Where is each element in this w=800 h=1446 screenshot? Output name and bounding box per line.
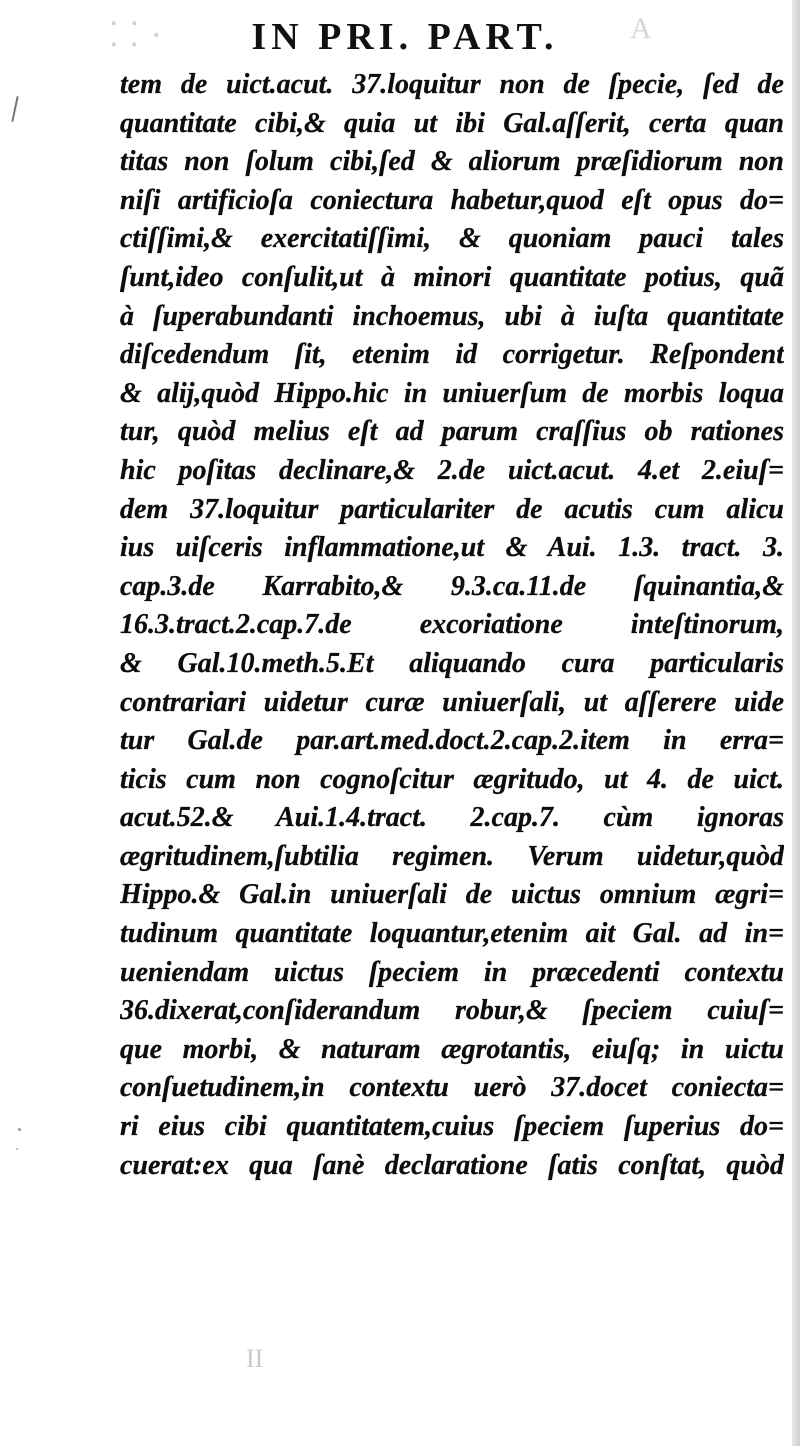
- text-line: tem de uict.acut. 37.loquitur non de ſpecie, ſed de: [120, 69, 784, 100]
- text-line: & Gal.10.meth.5.Et aliquando cura particularis: [120, 647, 784, 679]
- text-line: que morbi, & naturam ægrotantis, eiuſq; in uictu: [120, 1033, 784, 1065]
- text-line: cap.3.de Karrabito,& 9.3.ca.11.de ſquinantia,&: [120, 570, 784, 602]
- running-header: [0, 18, 800, 56]
- bleed-through-footer: II: [246, 1344, 264, 1373]
- bleed-through-text: ⸬ ·: [110, 17, 165, 54]
- text-line: ſunt,ideo conſulit,ut à minori quantitate potius, quã: [120, 261, 784, 293]
- margin-mark: [11, 96, 18, 122]
- text-line: diſcedendum ſit, etenim id corrigetur. Reſpondent: [120, 339, 784, 371]
- text-line: & alij,quòd Hippo.hic in uniuerſum de morbis loqua: [120, 377, 784, 409]
- text-line: ueniendam uictus ſpeciem in præcedenti contextu: [120, 956, 784, 988]
- text-line: Hippo.& Gal.in uniuerſali de uictus omnium ægri=: [120, 879, 784, 911]
- text-line: ius uiſceris inflammatione,ut & Aui. 1.3. tract. 3.: [120, 532, 784, 564]
- text-line: hic poſitas declinare,& 2.de uict.acut. 4.et 2.eiuſ=: [120, 454, 784, 486]
- page-edge-shadow: [792, 0, 800, 1446]
- text-line: ægritudinem,ſubtilia regimen. Verum uidetur,quòd: [120, 840, 784, 872]
- text-line: tudinum quantitate loquantur,etenim ait Gal. ad in=: [120, 918, 784, 950]
- margin-speck: [18, 1128, 21, 1131]
- text-line: à ſuperabundanti inchoemus, ubi à iuſta quantitate: [120, 300, 784, 332]
- running-title: IN PRI. PART.: [251, 16, 559, 58]
- text-line: titas non ſolum cibi,ſed & aliorum præſidiorum non: [120, 146, 784, 178]
- body-text: [120, 66, 784, 1185]
- text-line: dem 37.loquitur particulariter de acutis cum alicu: [120, 493, 784, 525]
- text-line: acut.52.& Aui.1.4.tract. 2.cap.7. cùm ignoras: [120, 802, 784, 834]
- text-line: 36.dixerat,conſiderandum robur,& ſpeciem cuiuſ=: [120, 995, 784, 1027]
- margin-speck: [16, 1148, 18, 1150]
- text-line: quantitate cibi,& quia ut ibi Gal.aſſerit, certa quan: [120, 107, 784, 139]
- text-line: tur, quòd melius eſt ad parum craſſius ob rationes: [120, 416, 784, 448]
- text-line: niſi artificioſa coniectura habetur,quod eſt opus do=: [120, 184, 784, 216]
- text-line: ctiſſimi,& exercitatiſſimi, & quoniam pauci tales: [120, 223, 784, 255]
- text-line: 16.3.tract.2.cap.7.de excoriatione inteſtinorum,: [120, 609, 784, 641]
- text-line: cuerat:ex qua ſanè declaratione ſatis conſtat, quòd: [120, 1149, 784, 1181]
- text-line: ticis cum non cognoſcitur ægritudo, ut 4. de uict.: [120, 763, 784, 795]
- text-line: tur Gal.de par.art.med.doct.2.cap.2.item in erra=: [120, 725, 784, 757]
- bleed-through-letter: A: [630, 12, 652, 45]
- text-line: conſuetudinem,in contextu uerò 37.docet coniecta=: [120, 1072, 784, 1104]
- text-line: contrariari uidetur curæ uniuerſali, ut aſſerere uide: [120, 686, 784, 718]
- text-line: ri eius cibi quantitatem,cuius ſpeciem ſuperius do=: [120, 1111, 784, 1143]
